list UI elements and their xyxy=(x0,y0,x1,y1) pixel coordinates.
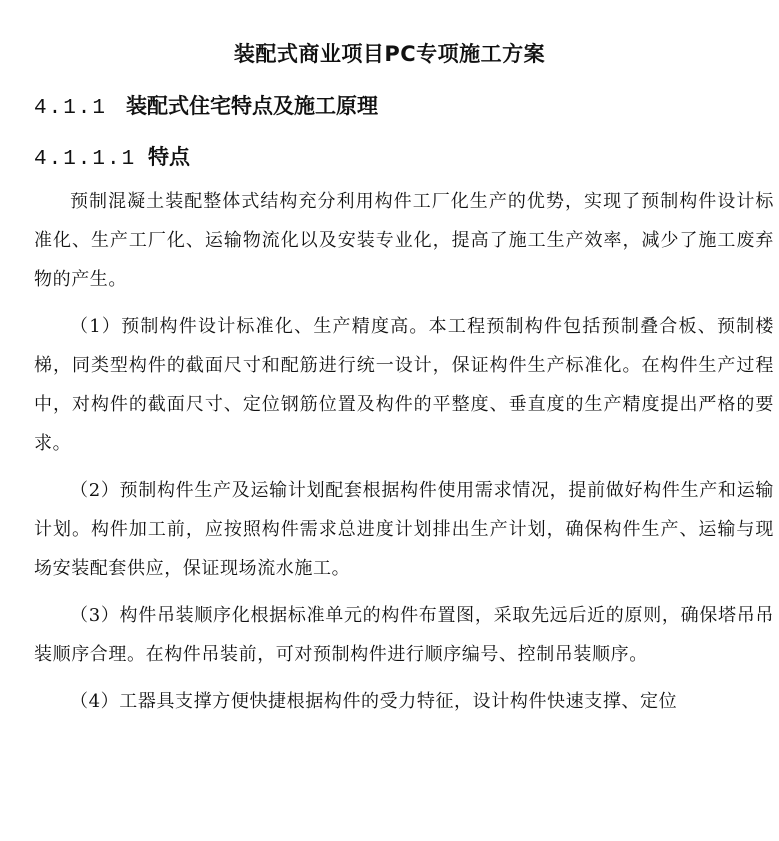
paragraph-item-1: （1）预制构件设计标准化、生产精度高。本工程预制构件包括预制叠合板、预制楼梯，同类型构件的截面尺寸和配筋进行统一设计，保证构件生产标准化。在构件生产过程中，对构件的截面尺寸、定位钢筋位置及构件的平整度、垂直度的生产精度提出严格的要求。 xyxy=(34,316,774,454)
section-title: 装配式住宅特点及施工原理 xyxy=(126,94,378,118)
body-text xyxy=(34,182,774,729)
paragraph-item-2: （2）预制构件生产及运输计划配套根据构件使用需求情况，提前做好构件生产和运输计划。构件加工前，应按照构件需求总进度计划排出生产计划，确保构件生产、运输与现场安装配套供应，保证现场流水施工。 xyxy=(34,480,774,579)
section-heading xyxy=(34,90,378,120)
subsection-heading xyxy=(34,141,190,171)
section-number: 4.1.1 xyxy=(34,97,108,120)
paragraph-item-4: （4）工器具支撑方便快捷根据构件的受力特征，设计构件快速支撑、定位 xyxy=(70,691,678,712)
subsection-title: 特点 xyxy=(148,145,190,169)
paragraph-intro: 预制混凝土装配整体式结构充分利用构件工厂化生产的优势，实现了预制构件设计标准化、生产工厂化、运输物流化以及安装专业化，提高了施工生产效率，减少了施工废弃物的产生。 xyxy=(34,191,774,290)
document-title: 装配式商业项目PC专项施工方案 xyxy=(233,42,546,66)
paragraph-item-3: （3）构件吊装顺序化根据标准单元的构件布置图，采取先远后近的原则，确保塔吊吊装顺序合理。在构件吊装前，可对预制构件进行顺序编号、控制吊装顺序。 xyxy=(34,605,774,665)
subsection-number: 4.1.1.1 xyxy=(34,148,137,171)
